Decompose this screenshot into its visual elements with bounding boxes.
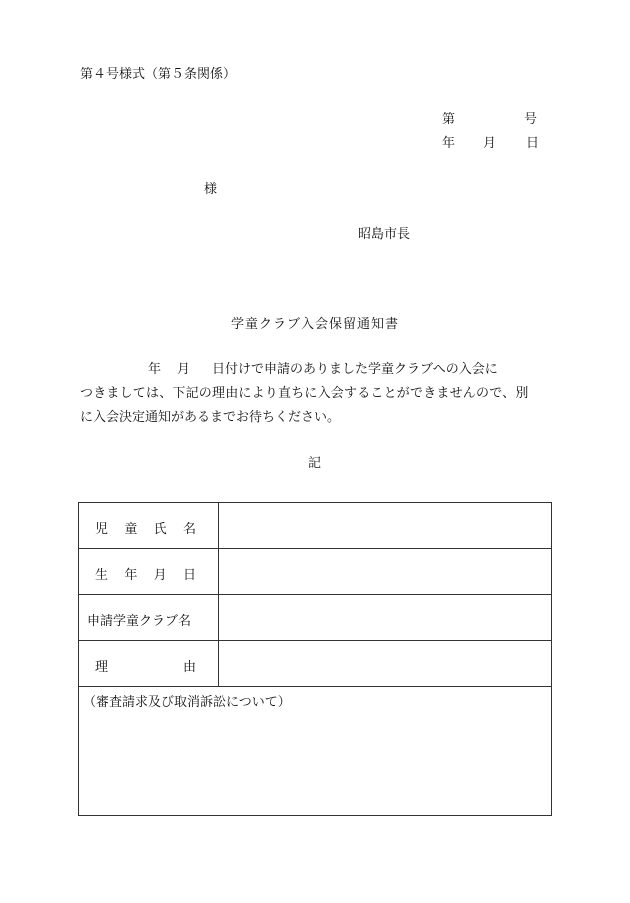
label-char: 由: [182, 660, 196, 675]
table-row: [79, 595, 552, 641]
page-title: 学童クラブ入会保留通知書: [230, 317, 399, 332]
body-month: 月: [177, 362, 191, 377]
body-year: 年: [148, 362, 162, 377]
club-name-label-text: 申請学童クラブ名: [87, 614, 192, 629]
table-row: [79, 503, 552, 549]
document-number-suffix: 号: [524, 112, 538, 127]
body-line-3: に入会決定通知があるまでお待ちください。: [80, 410, 341, 425]
details-table: [78, 502, 552, 816]
recipient-honorific: 様: [204, 182, 218, 197]
document-number-prefix: 第: [442, 112, 456, 127]
date-month: 月: [483, 136, 497, 151]
label-char: 日: [182, 568, 196, 583]
club-name-field[interactable]: [219, 595, 552, 641]
body-line-2: つきましては、下記の理由により直ちに入会することができませんので、別: [80, 386, 529, 401]
body-line-1-text: 日付けで申請のありました学童クラブへの入会に: [212, 362, 498, 377]
appeal-notes-section: [79, 687, 552, 816]
child-name-label: [79, 503, 219, 549]
reason-field[interactable]: [219, 641, 552, 687]
club-name-label: [79, 595, 219, 641]
child-name-field[interactable]: [219, 503, 552, 549]
label-char: 童: [124, 522, 138, 537]
label-char: 生: [95, 568, 109, 583]
appeal-notes-label: （審査請求及び取消訴訟について）: [83, 695, 291, 710]
table-row: [79, 687, 552, 816]
form-number: 第４号様式（第５条関係）: [80, 67, 237, 82]
date-year: 年: [442, 136, 456, 151]
table-row: [79, 549, 552, 595]
birth-date-field[interactable]: [219, 549, 552, 595]
date-day: 日: [526, 136, 540, 151]
label-char: 児: [95, 522, 109, 537]
label-char: 氏: [153, 522, 167, 537]
label-char: 月: [153, 568, 167, 583]
issuer: 昭島市長: [358, 227, 411, 242]
reason-label: [79, 641, 219, 687]
ki-heading: 記: [308, 456, 322, 471]
label-char: 年: [124, 568, 138, 583]
label-char: 名: [182, 522, 196, 537]
label-char: 理: [95, 660, 109, 675]
table-row: [79, 641, 552, 687]
birth-date-label: [79, 549, 219, 595]
